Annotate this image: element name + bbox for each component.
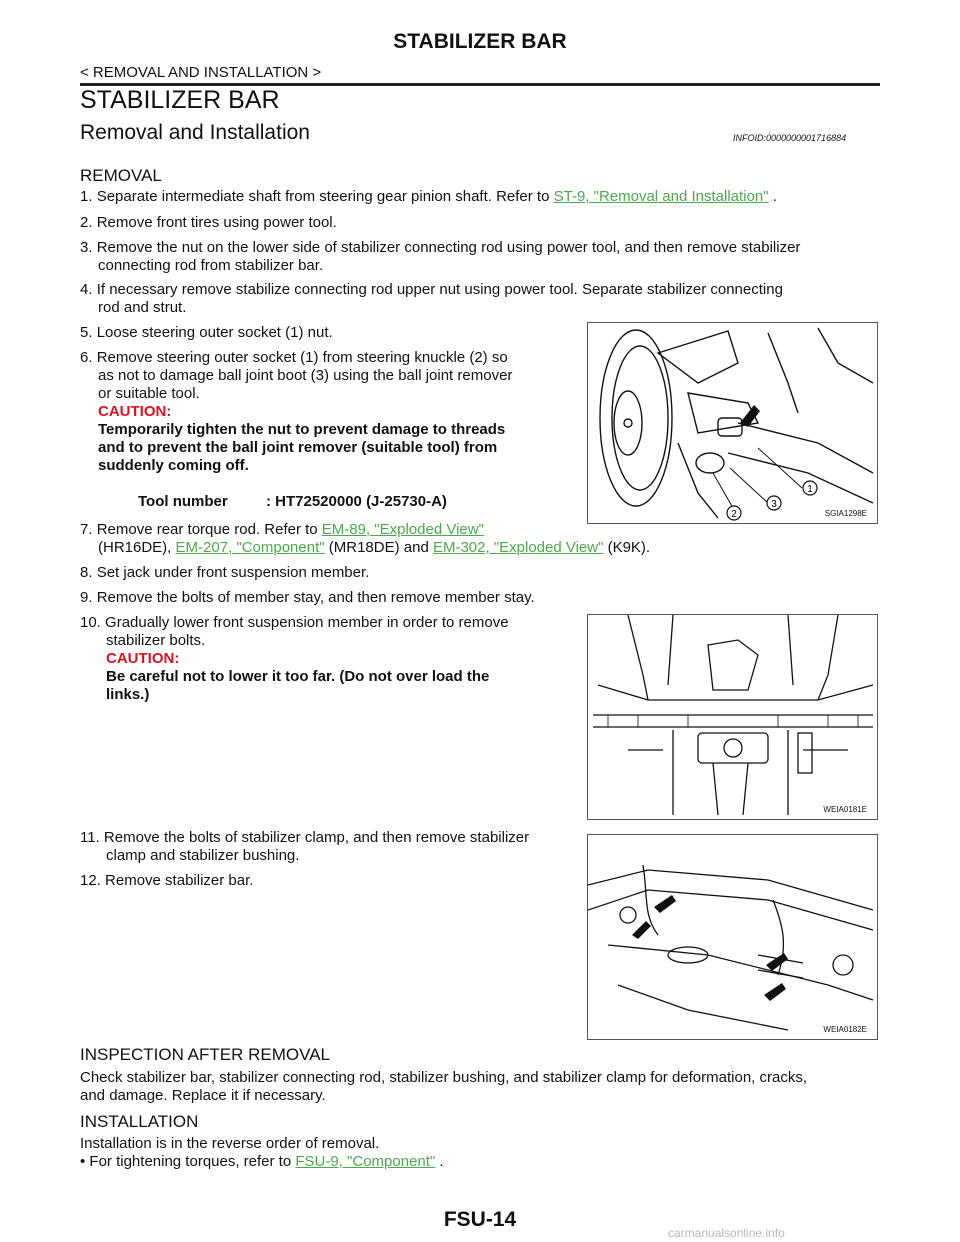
watermark: carmanualsonline.info — [668, 1226, 785, 1240]
removal-heading: REMOVAL — [80, 166, 162, 185]
link-em-207[interactable]: EM-207, "Component" — [175, 539, 325, 556]
caution-text-3: suddenly coming off. — [98, 457, 249, 474]
step-7: 7. Remove rear torque rod. Refer to EM-89, "Exploded View" — [80, 521, 484, 538]
step-3-line2: connecting rod from stabilizer bar. — [98, 257, 324, 274]
suspension-member-illustration — [588, 615, 877, 819]
step-12: 12. Remove stabilizer bar. — [80, 872, 254, 889]
caution2-text-2: links.) — [106, 686, 150, 703]
step-9: 9. Remove the bolts of member stay, and then remove member stay. — [80, 589, 535, 606]
figure-code-2: WEIA0181E — [823, 805, 867, 814]
section-subtitle: Removal and Installation — [80, 121, 310, 144]
link-st-9[interactable]: ST-9, "Removal and Installation" — [553, 188, 769, 205]
step-4: 4. If necessary remove stabilize connecting rod upper nut using power tool. Separate stabilizer connecting — [80, 281, 783, 298]
figure-code: SGIA1298E — [824, 509, 867, 518]
stabilizer-clamp-illustration — [588, 835, 877, 1039]
step-10-line2: stabilizer bolts. — [106, 632, 206, 649]
caution-text-2: and to prevent the ball joint remover (suitable tool) from — [98, 439, 498, 456]
caution2-text-1: Be careful not to lower it too far. (Do not over load the — [106, 668, 490, 685]
step-11: 11. Remove the bolts of stabilizer clamp, and then remove stabilizer — [80, 829, 530, 846]
step-6: 6. Remove steering outer socket (1) from steering knuckle (2) so — [80, 349, 508, 366]
step-1: 1. Separate intermediate shaft from steering gear pinion shaft. Refer to ST-9, "Removal and Installation" . — [80, 188, 777, 205]
page-number: FSU-14 — [443, 1208, 517, 1231]
section-title: STABILIZER BAR — [80, 86, 280, 114]
info-id: INFOID:0000000001716884 — [733, 133, 847, 143]
link-fsu-9[interactable]: FSU-9, "Component" — [295, 1153, 436, 1170]
step-7-line2: (HR16DE), EM-207, "Component" (MR18DE) and EM-302, "Exploded View" (K9K). — [98, 539, 651, 556]
inspection-text-1: Check stabilizer bar, stabilizer connecting rod, stabilizer bushing, and stabilizer clamp for deformation, cracks, — [80, 1069, 808, 1086]
callout-2: 2 — [731, 509, 737, 520]
figure-steering-socket — [587, 322, 878, 524]
callout-1: 1 — [807, 484, 813, 495]
figure-stabilizer-clamp — [587, 834, 878, 1040]
callout-3: 3 — [771, 499, 777, 510]
step-10: 10. Gradually lower front suspension member in order to remove — [80, 614, 509, 631]
step-2: 2. Remove front tires using power tool. — [80, 214, 337, 231]
figure-code-3: WEIA0182E — [823, 1025, 867, 1034]
inspection-heading: INSPECTION AFTER REMOVAL — [80, 1045, 331, 1064]
figure-suspension-member — [587, 614, 878, 820]
caution-text-1: Temporarily tighten the nut to prevent damage to threads — [98, 421, 506, 438]
link-em-302[interactable]: EM-302, "Exploded View" — [432, 539, 604, 556]
step-6-line2: as not to damage ball joint boot (3) using the ball joint remover — [98, 367, 513, 384]
step-11-line2: clamp and stabilizer bushing. — [106, 847, 300, 864]
inspection-text-2: and damage. Replace it if necessary. — [80, 1087, 326, 1104]
installation-text-1: Installation is in the reverse order of removal. — [80, 1135, 380, 1152]
step-5: 5. Loose steering outer socket (1) nut. — [80, 324, 333, 341]
step-4-line2: rod and strut. — [98, 299, 187, 316]
step-6-line3: or suitable tool. — [98, 385, 200, 402]
caution-label: CAUTION: — [98, 403, 172, 420]
installation-heading: INSTALLATION — [80, 1112, 199, 1131]
steering-socket-illustration — [588, 323, 877, 523]
tool-number: Tool number : HT72520000 (J-25730-A) — [138, 493, 447, 510]
caution-label-2: CAUTION: — [106, 650, 180, 667]
step-3: 3. Remove the nut on the lower side of stabilizer connecting rod using power tool, and then remove stabilizer — [80, 239, 801, 256]
step-8: 8. Set jack under front suspension member. — [80, 564, 370, 581]
running-header-title: STABILIZER BAR — [393, 30, 567, 53]
installation-bullet: • For tightening torques, refer to FSU-9, "Component" . — [80, 1153, 444, 1170]
running-header-subtitle: < REMOVAL AND INSTALLATION > — [80, 64, 322, 81]
link-em-89[interactable]: EM-89, "Exploded View" — [321, 521, 484, 538]
